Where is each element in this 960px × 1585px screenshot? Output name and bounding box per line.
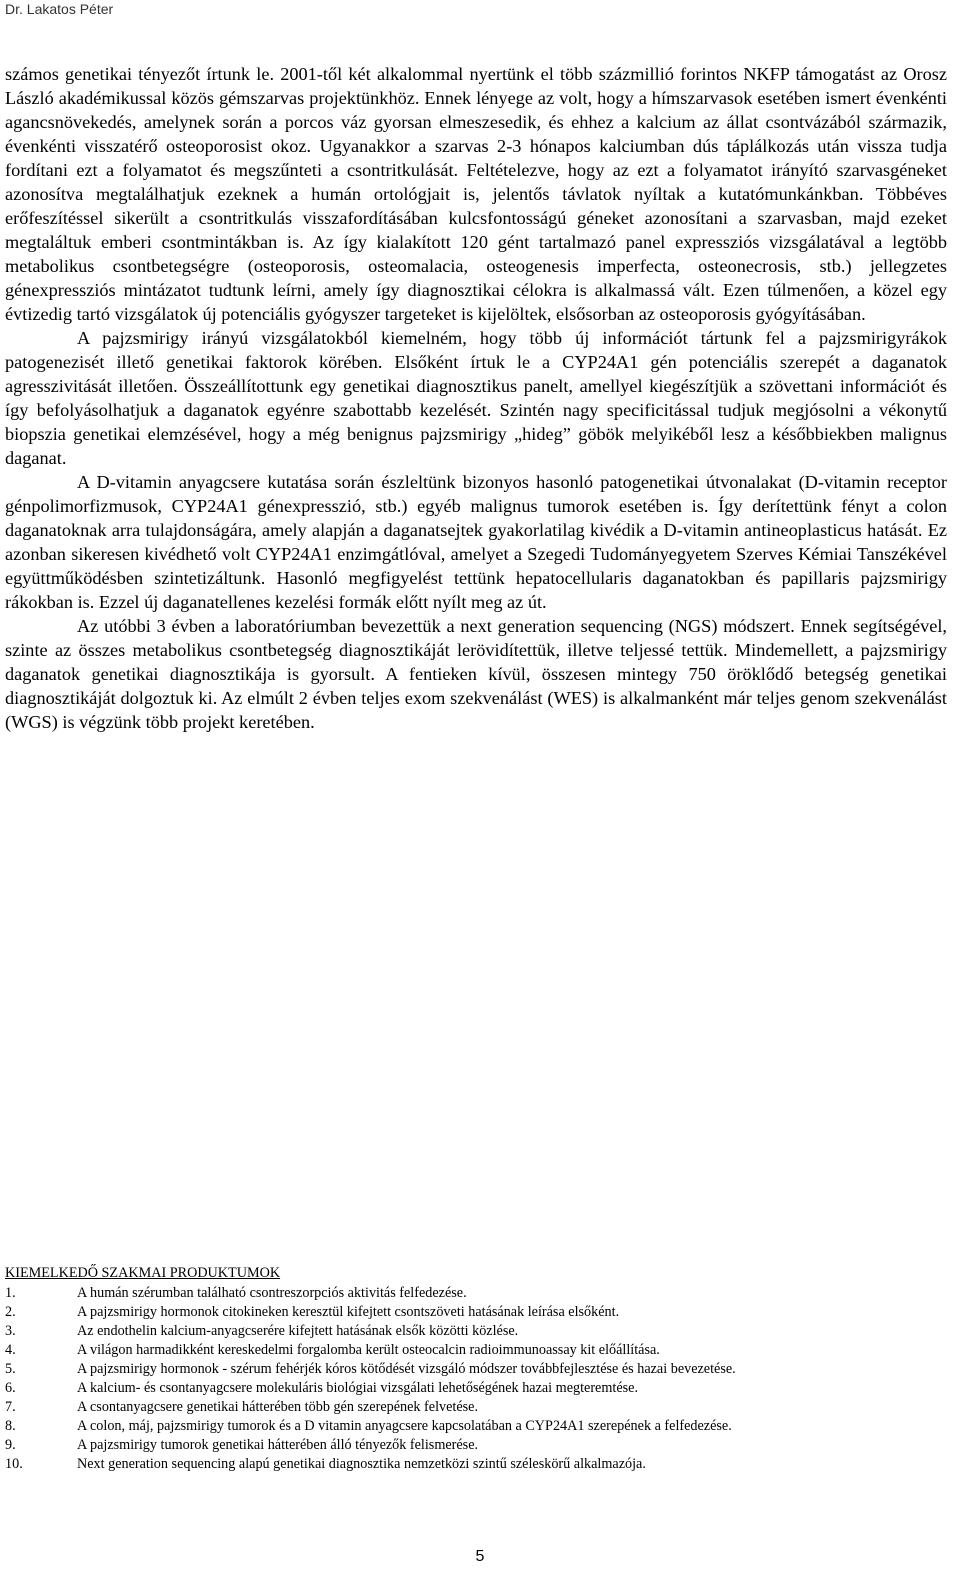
page-header-author: Dr. Lakatos Péter — [5, 1, 114, 17]
page-number: 5 — [475, 1548, 485, 1565]
product-number: 6. — [5, 1380, 16, 1396]
product-text: A világon harmadikként kereskedelmi forgalomba került osteocalcin radioimmunoassay kit előállítása. — [77, 1342, 660, 1358]
product-number: 10. — [5, 1456, 23, 1472]
product-item — [5, 1379, 947, 1398]
product-item — [5, 1360, 947, 1379]
paragraph-1: számos genetikai tényezőt írtunk le. 2001-től két alkalommal nyertünk el több százmillió forintos NKFP támogatást az Orosz László akadémikussal közös gémszarvas projektünkhöz. Ennek lényege az volt, hogy a hímszarvasok esetében ismert évenkénti agancsnövekedés, amelynek során a porcos váz gyorsan elmeszesedik, és ehhez a kalcium az állat csontvázából származik, évenkénti visszatérő osteoporosist okoz. Ugyanakkor a szarvas 2-3 hónapos kalciumban dús táplálkozás után vissza tudja fordítani ezt a folyamatot és megszűnteti a csontritkulását. Feltételezve, hogy az ezt a folyamatot irányító szarvasgéneket azonosítva megtalálhatjuk ezeknek a humán ortológjait is, jelentős távlatok nyíltak a kutatómunkánkban. Többéves erőfeszítéssel sikerült a csontritkulás visszafordításában kulcsfontosságú géneket azonosítani a szarvasban, majd ezeket megtaláltuk emberi csontmintákban is. Az így kialakított 120 gént tartalmazó panel expressziós vizsgálatával a legtöbb metabolikus csontbetegségre (osteoporosis, osteomalacia, osteogenesis imperfecta, osteonecrosis, stb.) jellegzetes génexpressziós mintázatot tudtunk leírni, amely így diagnosztikai célokra is alkalmassá vált. Ezen túlmenően, a közel egy évtizedig tartó vizsgálatok új potenciális gyógyszer targeteket is kijelöltek, elsősorban az osteoporosis gyógyításában. — [5, 64, 947, 324]
paragraph-4: Az utóbbi 3 évben a laboratóriumban bevezettük a next generation sequencing (NGS) módszert. Ennek segítségével, szinte az összes metabolikus csontbetegség diagnosztikáját lerövidítettük, illetve teljessé tettük. Mindemellett, a pajzsmirigy daganatok genetikai diagnosztikája is gyorsult. A fentieken kívül, összesen mintegy 750 öröklődő betegség genetikai diagnosztikáját dolgoztuk ki. Az elmúlt 2 évben teljes exom szekvenálást (WES) is alkalmanként már teljes genom szekvenálást (WGS) is végzünk több projekt keretében. — [5, 616, 947, 732]
product-item — [5, 1436, 947, 1455]
product-number: 2. — [5, 1304, 16, 1320]
product-number: 5. — [5, 1361, 16, 1377]
product-item — [5, 1322, 947, 1341]
product-item — [5, 1284, 947, 1303]
product-number: 9. — [5, 1437, 16, 1453]
products-section — [5, 1264, 947, 1474]
product-text: A kalcium- és csontanyagcsere molekuláris biológiai vizsgálati lehetőségének hazai megteremtése. — [77, 1380, 638, 1396]
product-item — [5, 1341, 947, 1360]
products-title: KIEMELKEDŐ SZAKMAI PRODUKTUMOK — [5, 1265, 281, 1281]
product-text: A pajzsmirigy hormonok - szérum fehérjék kóros kötődését vizsgáló módszer továbbfejlesztése és hazai bevezetése. — [77, 1361, 736, 1377]
product-text: A humán szérumban található csontreszorpciós aktivitás felfedezése. — [77, 1285, 467, 1301]
product-text: A pajzsmirigy hormonok citokineken keresztül kifejtett csontszöveti hatásának leírása elsőként. — [77, 1304, 620, 1320]
product-number: 7. — [5, 1399, 16, 1415]
product-number: 8. — [5, 1418, 16, 1434]
product-text: A pajzsmirigy tumorok genetikai hátterében álló tényezők felismerése. — [77, 1437, 479, 1453]
product-item — [5, 1303, 947, 1322]
product-number: 1. — [5, 1285, 16, 1301]
product-text: A colon, máj, pajzsmirigy tumorok és a D vitamin anyagcsere kapcsolatában a CYP24A1 szerepének a felfedezése. — [77, 1418, 732, 1434]
product-number: 4. — [5, 1342, 16, 1358]
product-text: Az endothelin kalcium-anyagcserére kifejtett hatásának elsők közötti közlése. — [77, 1323, 519, 1339]
document-body — [5, 62, 947, 734]
product-text: A csontanyagcsere genetikai hátterében több gén szerepének felvetése. — [77, 1399, 479, 1415]
product-item — [5, 1398, 947, 1417]
product-text: Next generation sequencing alapú genetikai diagnosztika nemzetközi szintű széleskörű alkalmazója. — [77, 1456, 646, 1472]
product-item — [5, 1455, 947, 1474]
product-number: 3. — [5, 1323, 16, 1339]
paragraph-2: A pajzsmirigy irányú vizsgálatokból kiemelném, hogy több új információt tártunk fel a pajzsmirigyrákok patogenezisét illető genetikai faktorok körében. Elsőként írtuk le a CYP24A1 gén potenciális szerepét a daganatok agresszivitását illetően. Összeállítottunk egy genetikai diagnosztikus panelt, amellyel kiegészítjük a szövettani információt és így befolyásolhatjuk a daganatok egyénre szabottabb kezelését. Szintén nagy specificitással tudjuk megjósolni a vékonytű biopszia genetikai elemzésével, hogy a még benignus pajzsmirigy „hideg” göbök melyikéből lesz a későbbiekben malignus daganat. — [5, 328, 947, 468]
paragraph-3: A D-vitamin anyagcsere kutatása során észleltünk bizonyos hasonló patogenetikai útvonalakat (D-vitamin receptor génpolimorfizmusok, CYP24A1 génexpresszió, stb.) egyéb malignus tumorok esetében is. Így derítettünk fényt a colon daganatoknak arra tulajdonságára, amely alapján a daganatsejtek gyakorlatilag kivédik a D-vitamin antineoplasticus hatását. Ez azonban sikeresen kivédhető volt CYP24A1 enzimgátlóval, amelyet a Szegedi Tudományegyetem Szerves Kémiai Tanszékével együttműködésben szintetizáltunk. Hasonló megfigyelést tettünk hepatocellularis daganatokban és papillaris pajzsmirigy rákokban is. Ezzel új daganatellenes kezelési formák előtt nyílt meg az út. — [5, 472, 947, 612]
product-item — [5, 1417, 947, 1436]
products-list — [5, 1284, 947, 1474]
